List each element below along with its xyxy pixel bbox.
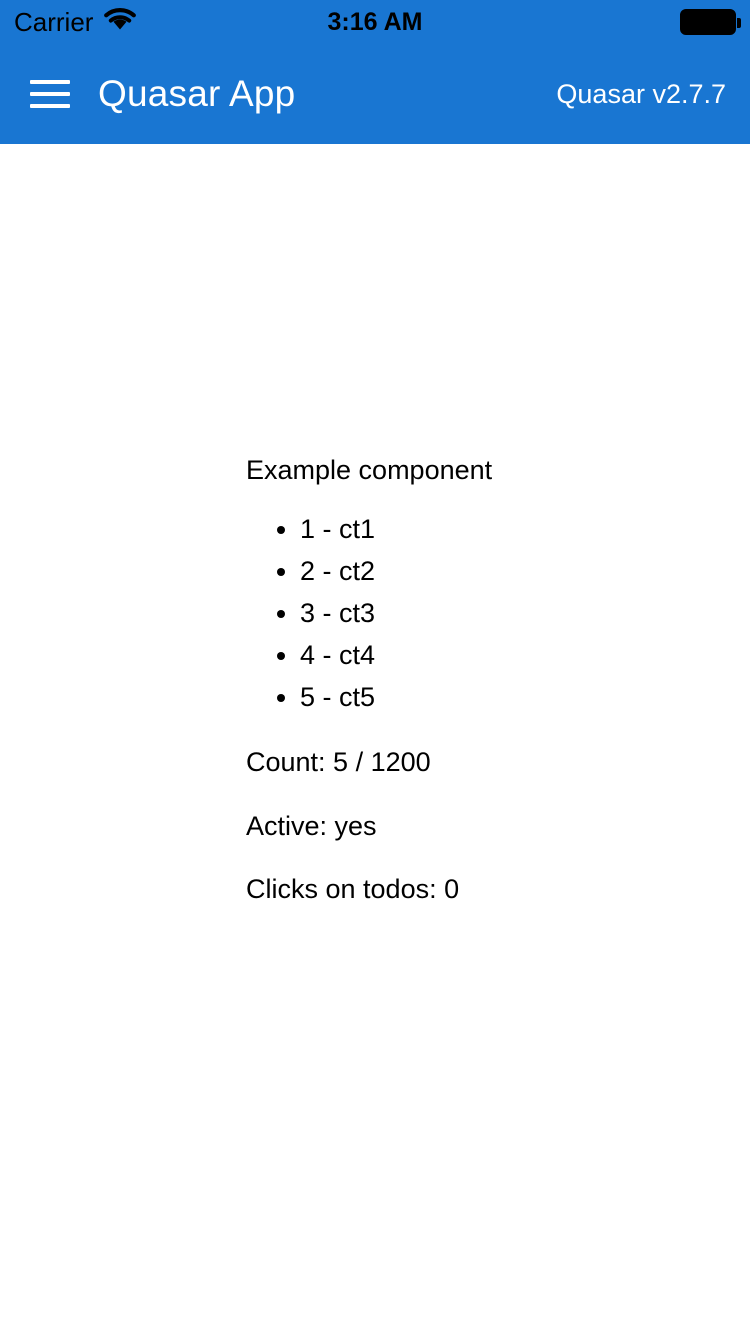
list-item[interactable]: • 1 - ct1 [300, 508, 666, 550]
clock-label: 3:16 AM [327, 7, 423, 36]
example-component [246, 452, 666, 909]
version-label: Quasar v2.7.7 [556, 78, 726, 109]
app-toolbar [0, 44, 750, 144]
page-title: Quasar App [98, 73, 296, 114]
hamburger-menu-icon[interactable] [24, 68, 76, 120]
status-bar-left [0, 7, 137, 38]
battery-full-icon [680, 9, 736, 35]
clicks-line: Clicks on todos: 0 [246, 874, 460, 905]
carrier-label: Carrier [14, 7, 94, 37]
example-heading: Example component [246, 455, 493, 485]
count-line: Count: 5 / 1200 [246, 746, 431, 777]
status-bar-right [680, 0, 736, 44]
list-item[interactable]: • 5 - ct5 [300, 676, 666, 718]
page-content [0, 144, 750, 1334]
todo-list [246, 508, 666, 718]
list-item[interactable]: • 4 - ct4 [300, 634, 666, 676]
active-line: Active: yes [246, 810, 377, 841]
list-item[interactable]: • 2 - ct2 [300, 550, 666, 592]
list-item[interactable]: • 3 - ct3 [300, 592, 666, 634]
wifi-icon [103, 7, 137, 38]
status-bar [0, 0, 750, 44]
